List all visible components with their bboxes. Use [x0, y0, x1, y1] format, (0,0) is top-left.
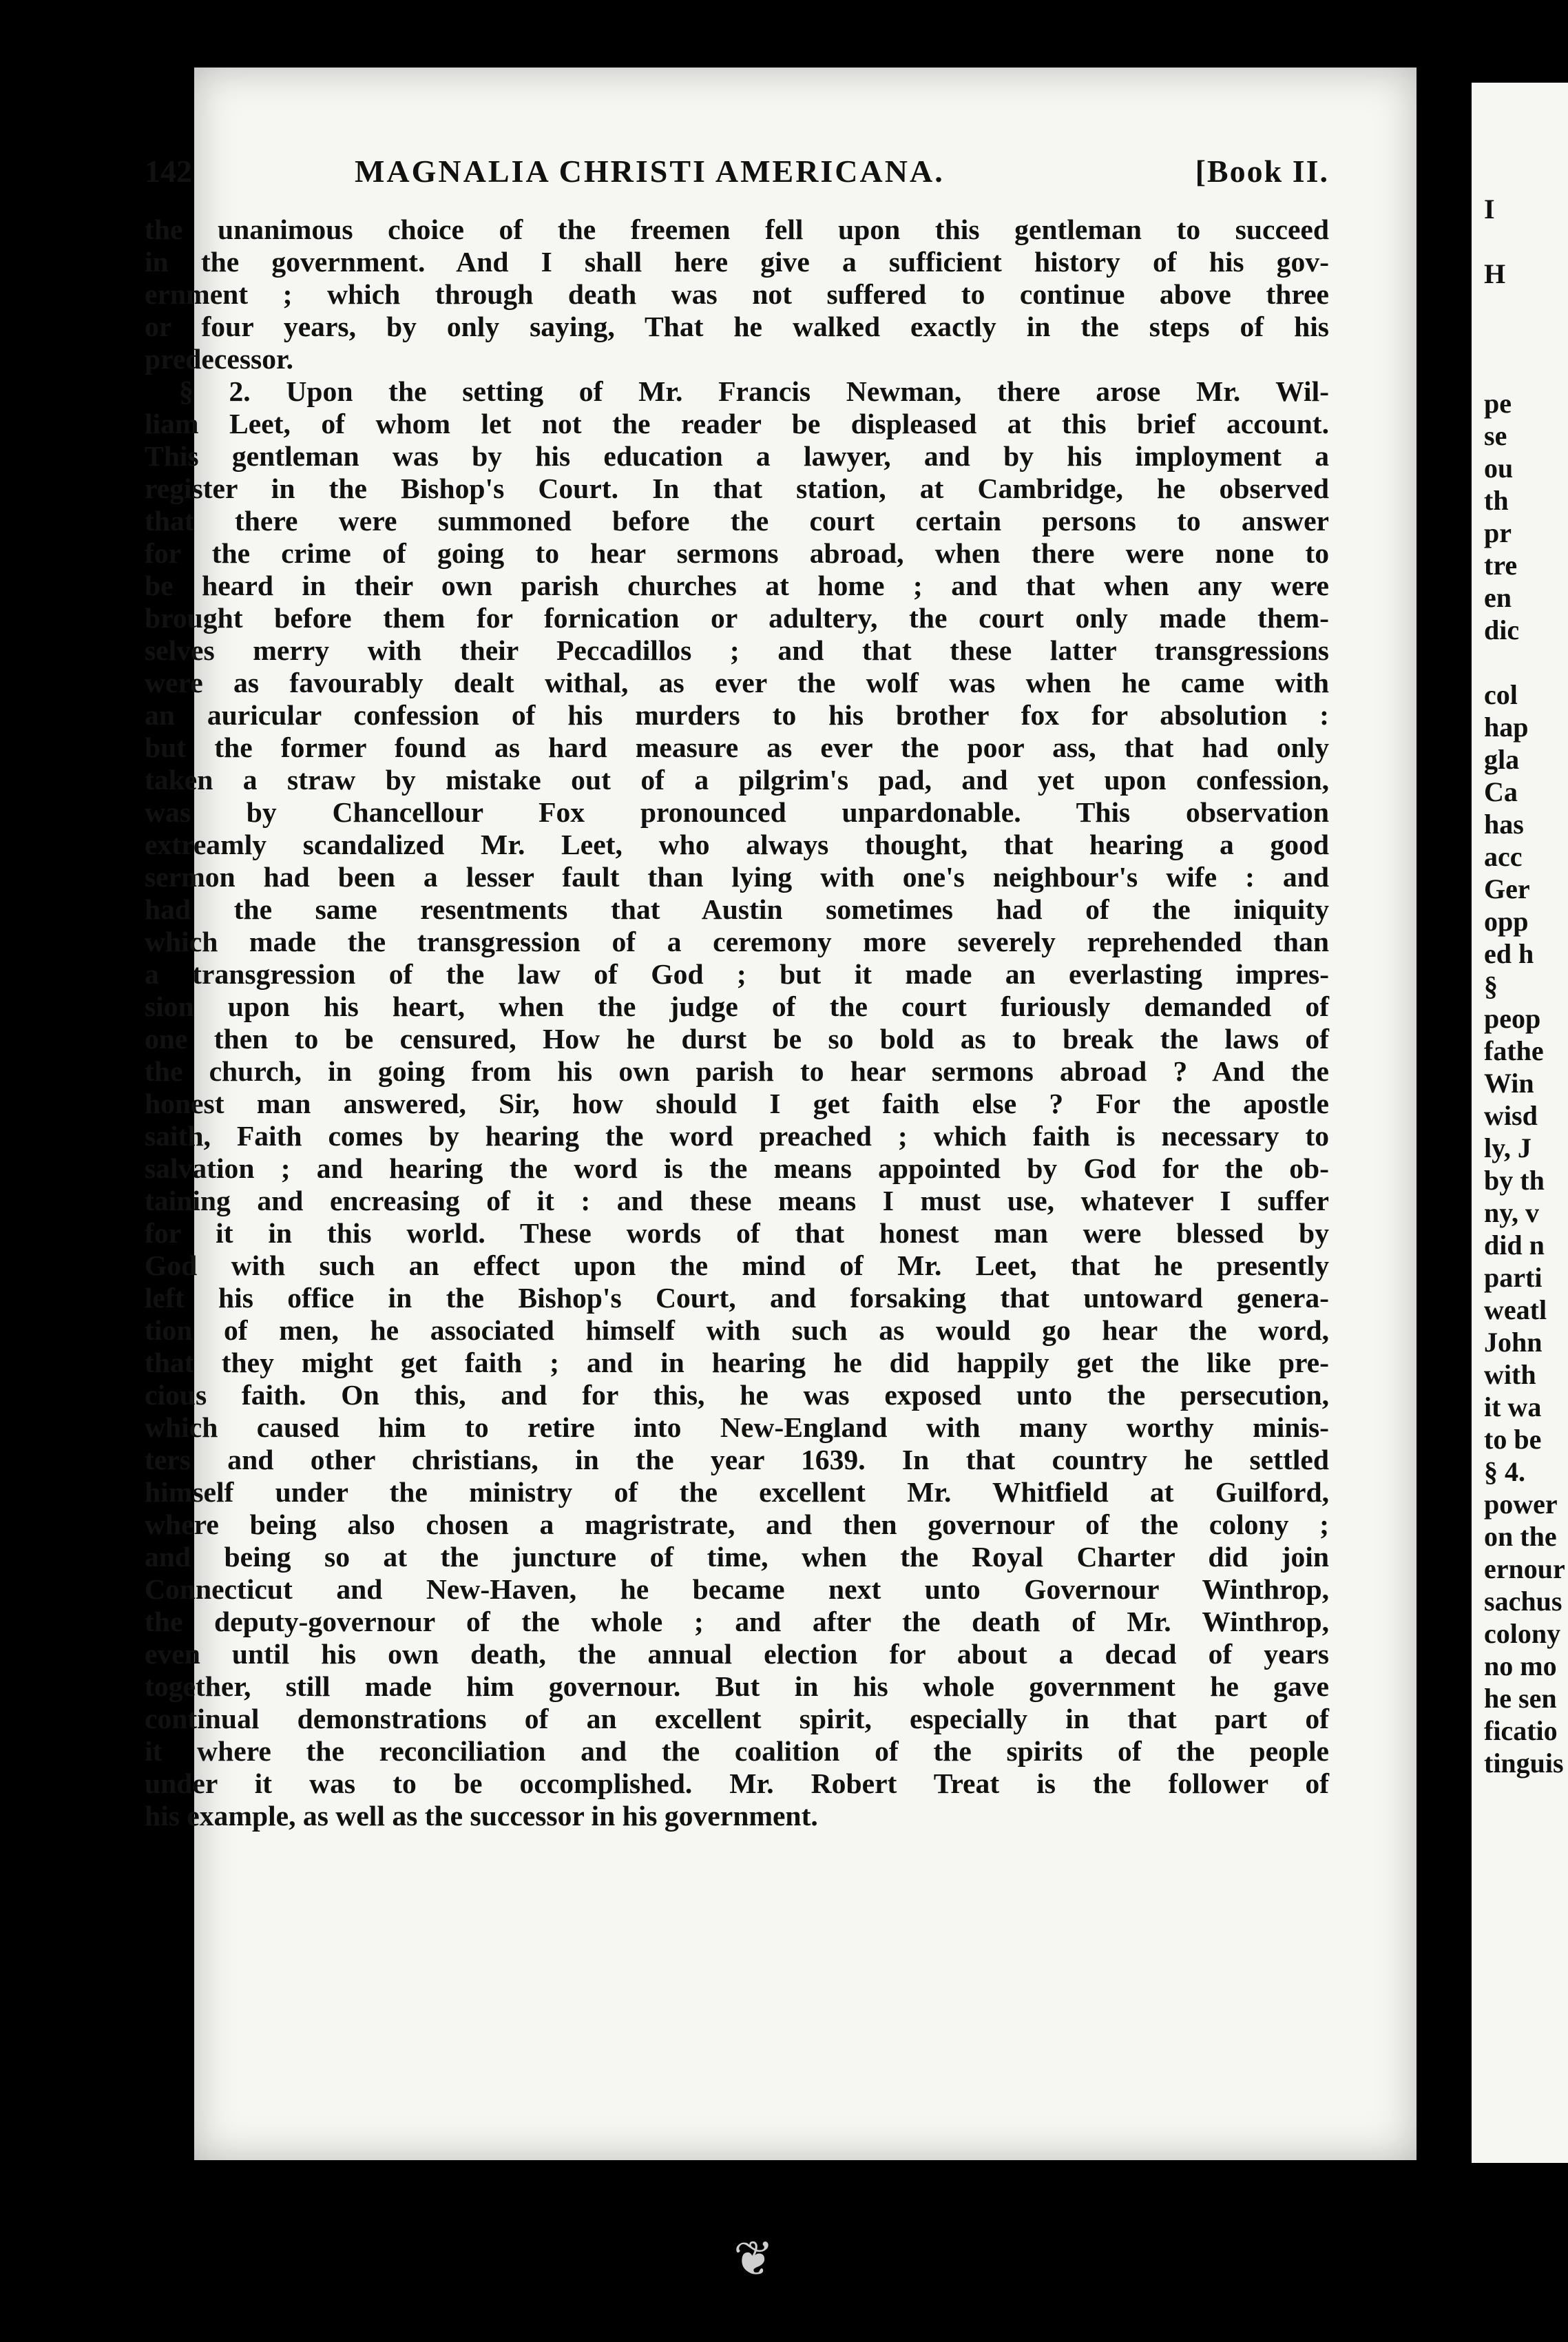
- facing-line-fragment: opp: [1484, 906, 1529, 937]
- facing-line-fragment: has: [1484, 809, 1524, 840]
- text-line: his example, as well as the successor in his government.: [145, 1800, 818, 1832]
- facing-line-fragment: did n: [1484, 1230, 1545, 1261]
- facing-line-fragment: ed h: [1484, 938, 1534, 969]
- body-text: [145, 214, 1329, 1832]
- text-line: one then to be censured, How he durst be so bold as to break the laws of: [145, 1023, 1329, 1055]
- text-line: under it was to be occomplished. Mr. Robert Treat is the follower of: [145, 1768, 1329, 1799]
- text-line: taining and encreasing of it : and these means I must use, whatever I suffer: [145, 1185, 1329, 1216]
- text-line: an auricular confession of his murders to his brother fox for absolution :: [145, 699, 1329, 731]
- text-line: cious faith. On this, and for this, he was exposed unto the persecution,: [145, 1379, 1329, 1411]
- facing-line-fragment: en: [1484, 582, 1512, 613]
- text-line: taken a straw by mistake out of a pilgrim's pad, and yet upon confession,: [145, 764, 1329, 796]
- text-line: the unanimous choice of the freemen fell upon this gentleman to succeed: [145, 214, 1329, 245]
- text-line: liam Leet, of whom let not the reader be displeased at this brief account.: [145, 408, 1329, 439]
- text-line: for it in this world. These words of that honest man were blessed by: [145, 1217, 1329, 1249]
- facing-line-fragment: [1484, 225, 1567, 258]
- facing-line-fragment: Win: [1484, 1068, 1534, 1099]
- text-line: be heard in their own parish churches at home ; and that when any were: [145, 570, 1329, 601]
- text-line: This gentleman was by his education a lawyer, and by his imployment a: [145, 440, 1329, 472]
- text-line: ters and other christians, in the year 1639. In that country he settled: [145, 1444, 1329, 1475]
- text-line: and being so at the juncture of time, when the Royal Charter did join: [145, 1541, 1329, 1573]
- facing-line-fragment: gla: [1484, 744, 1520, 775]
- facing-line-fragment: colony: [1484, 1618, 1561, 1649]
- facing-line-fragment: it wa: [1484, 1391, 1542, 1422]
- facing-page-text: [1484, 193, 1567, 1779]
- facing-line-fragment: ou: [1484, 453, 1514, 484]
- facing-line-fragment: pr: [1484, 517, 1512, 548]
- text-line: God with such an effect upon the mind of Mr. Leet, that he presently: [145, 1250, 1329, 1281]
- text-line: sermon had been a lesser fault than lying with one's neighbour's wife : and: [145, 861, 1329, 893]
- text-line: that there were summoned before the court certain persons to answer: [145, 505, 1329, 537]
- facing-line-fragment: col: [1484, 679, 1518, 710]
- facing-line-fragment: H: [1484, 258, 1506, 289]
- text-line: continual demonstrations of an excellent spirit, especially in that part of: [145, 1703, 1329, 1734]
- facing-line-fragment: dic: [1484, 614, 1520, 645]
- facing-line-fragment: se: [1484, 420, 1507, 451]
- text-line: register in the Bishop's Court. In that station, at Cambridge, he observed: [145, 473, 1329, 504]
- page-number: 142: [145, 154, 192, 189]
- text-line: was by Chancellour Fox pronounced unpardonable. This observation: [145, 796, 1329, 828]
- facing-line-fragment: tinguis: [1484, 1748, 1564, 1779]
- text-line: where being also chosen a magristrate, and then governour of the colony ;: [145, 1509, 1329, 1540]
- facing-line-fragment: [1484, 290, 1567, 322]
- text-line: which caused him to retire into New-England with many worthy minis-: [145, 1411, 1329, 1443]
- facing-line-fragment: peop: [1484, 1003, 1541, 1034]
- text-line: the deputy-governour of the whole ; and after the death of Mr. Winthrop,: [145, 1606, 1329, 1637]
- facing-line-fragment: weatl: [1484, 1294, 1547, 1325]
- text-line: were as favourably dealt withal, as ever the wolf was when he came with: [145, 667, 1329, 698]
- facing-line-fragment: parti: [1484, 1262, 1543, 1293]
- facing-line-fragment: [1484, 322, 1567, 355]
- facing-line-fragment: no mo: [1484, 1650, 1557, 1681]
- facing-line-fragment: he sen: [1484, 1683, 1557, 1714]
- facing-line-fragment: power: [1484, 1489, 1558, 1520]
- facing-line-fragment: ficatio: [1484, 1715, 1558, 1746]
- text-line: left his office in the Bishop's Court, and forsaking that untoward genera-: [145, 1282, 1329, 1314]
- facing-line-fragment: Ger: [1484, 873, 1530, 904]
- facing-line-fragment: sachus: [1484, 1586, 1562, 1617]
- facing-line-fragment: ly, J: [1484, 1132, 1532, 1163]
- facing-line-fragment: by th: [1484, 1165, 1545, 1196]
- text-line: that they might get faith ; and in hearing he did happily get the like pre-: [145, 1347, 1329, 1378]
- book-label: [Book II.: [1195, 154, 1329, 189]
- text-line: § 2. Upon the setting of Mr. Francis Newman, there arose Mr. Wil-: [179, 375, 1329, 407]
- text-line: himself under the ministry of the excellent Mr. Whitfield at Guilford,: [145, 1476, 1329, 1508]
- text-line: ernment ; which through death was not suffered to continue above three: [145, 278, 1329, 310]
- text-line: the church, in going from his own parish to hear sermons abroad ? And the: [145, 1055, 1329, 1087]
- facing-line-fragment: th: [1484, 485, 1509, 516]
- facing-line-fragment: to be: [1484, 1424, 1542, 1455]
- facing-line-fragment: §: [1484, 971, 1498, 1002]
- text-line: a transgression of the law of God ; but it made an everlasting impres-: [145, 958, 1329, 990]
- text-line: had the same resentments that Austin sometimes had of the iniquity: [145, 893, 1329, 925]
- facing-line-fragment: pe: [1484, 388, 1512, 419]
- facing-line-fragment: on the: [1484, 1521, 1557, 1552]
- facing-line-fragment: tre: [1484, 550, 1518, 581]
- facing-line-fragment: acc: [1484, 841, 1523, 872]
- facing-line-fragment: Ca: [1484, 776, 1518, 807]
- text-line: Connecticut and New-Haven, he became next unto Governour Winthrop,: [145, 1573, 1329, 1605]
- facing-line-fragment: [1484, 355, 1567, 387]
- facing-line-fragment: hap: [1484, 712, 1529, 743]
- text-line: in the government. And I shall here give a sufficient history of his gov-: [145, 246, 1329, 278]
- facing-line-fragment: ny, v: [1484, 1197, 1540, 1228]
- text-line: extreamly scandalized Mr. Leet, who always thought, that hearing a good: [145, 829, 1329, 860]
- facing-line-fragment: [1484, 646, 1567, 678]
- text-line: brought before them for fornication or adultery, the court only made them-: [145, 602, 1329, 634]
- page-header: [145, 153, 1329, 201]
- text-line: together, still made him governour. But in his whole government he gave: [145, 1670, 1329, 1702]
- text-line: or four years, by only saying, That he walked exactly in the steps of his: [145, 311, 1329, 342]
- text-line: it where the reconciliation and the coalition of the spirits of the people: [145, 1735, 1329, 1767]
- ornament-mark: ❦: [733, 2233, 774, 2286]
- text-line: salvation ; and hearing the word is the means appointed by God for the ob-: [145, 1152, 1329, 1184]
- text-line: saith, Faith comes by hearing the word preached ; which faith is necessary to: [145, 1120, 1329, 1152]
- text-line: for the crime of going to hear sermons abroad, when there were none to: [145, 537, 1329, 569]
- text-line: tion of men, he associated himself with such as would go hear the word,: [145, 1314, 1329, 1346]
- facing-line-fragment: I: [1484, 194, 1495, 225]
- facing-line-fragment: § 4.: [1484, 1456, 1525, 1487]
- text-line: which made the transgression of a ceremony more severely reprehended than: [145, 926, 1329, 957]
- facing-line-fragment: John: [1484, 1327, 1543, 1358]
- facing-line-fragment: ernour: [1484, 1553, 1565, 1584]
- text-line: selves merry with their Peccadillos ; and that these latter transgressions: [145, 634, 1329, 666]
- facing-line-fragment: fathe: [1484, 1035, 1544, 1066]
- text-line: predecessor.: [145, 343, 294, 375]
- text-line: sion upon his heart, when the judge of the court furiously demanded of: [145, 991, 1329, 1022]
- facing-line-fragment: with: [1484, 1359, 1536, 1390]
- text-line: even until his own death, the annual election for about a decad of years: [145, 1638, 1329, 1670]
- facing-line-fragment: wisd: [1484, 1100, 1538, 1131]
- text-line: honest man answered, Sir, how should I get faith else ? For the apostle: [145, 1088, 1329, 1119]
- text-line: but the former found as hard measure as ever the poor ass, that had only: [145, 732, 1329, 763]
- running-title: MAGNALIA CHRISTI AMERICANA.: [355, 154, 945, 189]
